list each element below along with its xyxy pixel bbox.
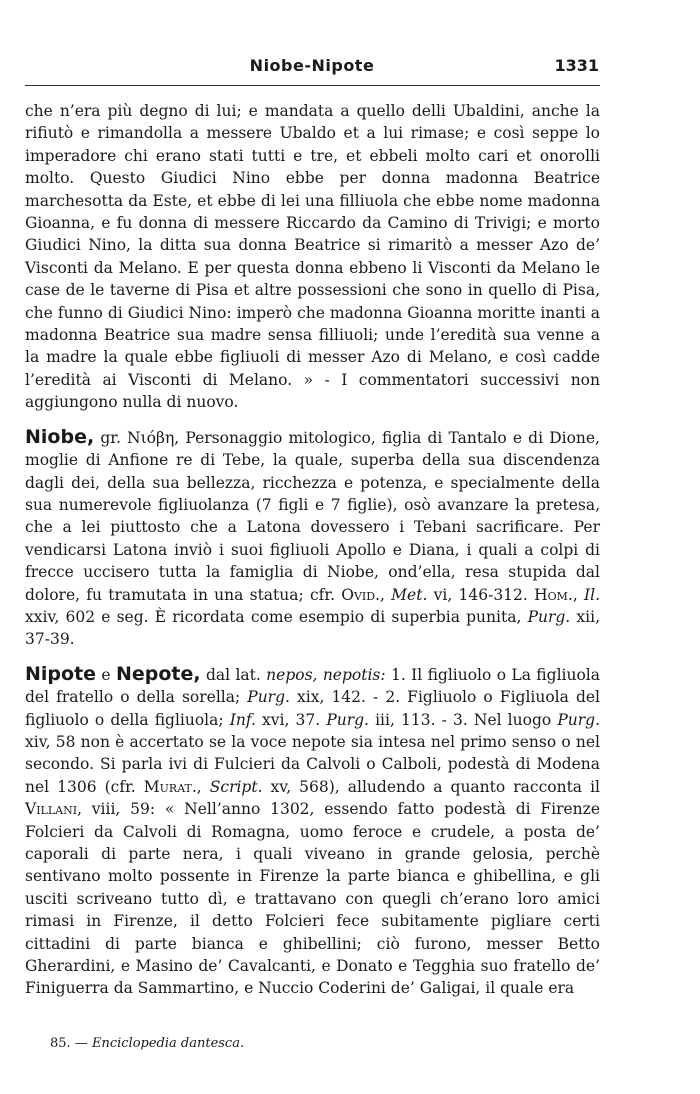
abbr-villani: Villani xyxy=(25,800,78,819)
text-segment: 1. Il figliuolo o La figliuola del fratello o della sorella; xyxy=(25,665,600,707)
continuation-paragraph: che n’era più degno di lui; e mandata a quello delli Ubaldini, anche la rifiutò e rimandolla a messere Ubaldo et a lui rimase; e così seppe lo imperadore chi erano stati tutti e tre, et ebbeli molto cari et onorolli molto. Questo Giudici Nino ebbe per donna madonna Beatrice marchesotta da Este, et ebbe di lei una filliuola che ebbe nome madonna Gioanna, e fu donna di messere Riccardo da Camino di Trivigi; e morto Giudici Nino, la ditta sua donna Beatrice si rimaritò a messer Azo de’ Visconti da Melano. E per questa donna ebbeno li Visconti da Melano le case de le taverne di Pisa et altre possessioni che sono in quello di Pisa, che funno di Giudici Nino: imperò che madonna Gioanna moritte inanti a madonna Beatrice sua madre sensa filliuoli; unde l’eredità sua venne a la madre la quale ebbe figliuoli di messer Azo di Melano, e così cadde l’eredità ai Visconti di Melano. » - I commentatori successivi non aggiungono nulla di nuovo. xyxy=(25,102,600,412)
ref-purg: Purg. xyxy=(326,710,369,729)
text-segment: xvi, 37. xyxy=(255,710,327,729)
abbr-murat: Murat. xyxy=(143,777,197,796)
abbr-ovid: Ovid. xyxy=(341,585,380,604)
running-title: Niobe-Nipote xyxy=(249,56,375,75)
text-segment: , viii, 59: « Nell’anno 1302, essendo fatto podestà di Firenze Folcieri da Calvoli di Romagna, uomo feroce e crudele, a posta de’ caporali di parte nera, i quali viveano in grande gelosia, perchè sentivano molto possente in Firenze la parte bianca e ghibellina, e gli usciti scriveano tutto dì, e trattavano con quegli ch’erano loro amici rimasi in Firenze, il detto Folcieri fece subitamente pigliare certi cittadini di parte bianca e ghibellini; ciò furono, messer Betto Gherardini, e Masino de’ Cavalcanti, e Donato e Tegghia suo fratello de’ Finiguerra da Sammartino, e Nuccio Coderini de’ Galigai, il quale era xyxy=(25,800,600,998)
ref-purg: Purg. xyxy=(557,710,600,729)
signature-number: 85. — xyxy=(50,1036,88,1051)
signature-footer xyxy=(50,1036,244,1051)
entry-niobe xyxy=(25,426,600,651)
header-rule xyxy=(25,85,600,86)
text-segment: xv, 568), alludendo a quanto racconta il xyxy=(262,777,600,796)
lemma-niobe: Niobe, xyxy=(25,425,95,448)
text-segment: xiv, 58 non è accertato se la voce nepote sia intesa nel primo senso o nel secondo. Si parla ivi di Fulcieri da Calvoli o Calboli, podestà di Modena nel 1306 (cfr. xyxy=(25,732,600,796)
ref-script: Script. xyxy=(209,777,263,796)
entry-nipote xyxy=(25,663,600,1000)
text-segment: e xyxy=(96,665,116,684)
text-segment: gr. Νιόβη, Personaggio mitologico, figlia di Tantalo e di Dione, moglie di Anfione re di Tebe, la quale, superba della sua discendenza dagli dei, della sua bellezza, ricchezza e potenza, e specialmente della sua numerevole figliuolanza (7 figli e 7 figlie), osò avanzare la pretesa, che a lei piuttosto che a Latona dovessero i Tebani sacrificare. Per vendicarsi Latona inviò i suoi figliuoli Apollo e Diana, i quali a colpi di frecce uccisero tutta la famiglia di Niobe, ond’ella, resa stupida dal dolore, fu tramutata in una statua; cfr. xyxy=(25,428,600,604)
text-segment: xii, 37-39. xyxy=(25,607,601,649)
text-segment: , xyxy=(380,585,392,604)
latin-etymon: nepos, nepotis: xyxy=(266,665,386,684)
text-segment: , xyxy=(196,777,210,796)
ref-purg: Purg. xyxy=(247,688,290,707)
text-segment: xxiv, 602 e seg. È ricordata come esempio di superbia punita, xyxy=(25,607,528,626)
ref-inf: Inf. xyxy=(229,710,256,729)
ref-met: Met. xyxy=(391,585,428,604)
text-segment: xix, 142. - 2. Figliuolo o Figliuola del figliuolo o della figliuola; xyxy=(25,688,600,729)
text-segment: , xyxy=(572,585,584,604)
text-segment: iii, 113. - 3. Nel luogo xyxy=(368,710,558,729)
signature-title: Enciclopedia dantesca. xyxy=(91,1036,245,1051)
body-text xyxy=(25,100,600,1000)
text-segment: vi, 146-312. xyxy=(427,585,535,604)
ref-purg: Purg. xyxy=(527,607,571,626)
lemma-nipote: Nipote xyxy=(25,662,97,685)
running-head xyxy=(0,56,700,80)
page-number: 1331 xyxy=(554,56,599,75)
ref-il: Il. xyxy=(583,585,600,604)
lemma-nepote: Nepote, xyxy=(115,662,201,685)
text-segment: dal lat. xyxy=(200,665,267,684)
abbr-hom: Hom. xyxy=(534,585,573,604)
